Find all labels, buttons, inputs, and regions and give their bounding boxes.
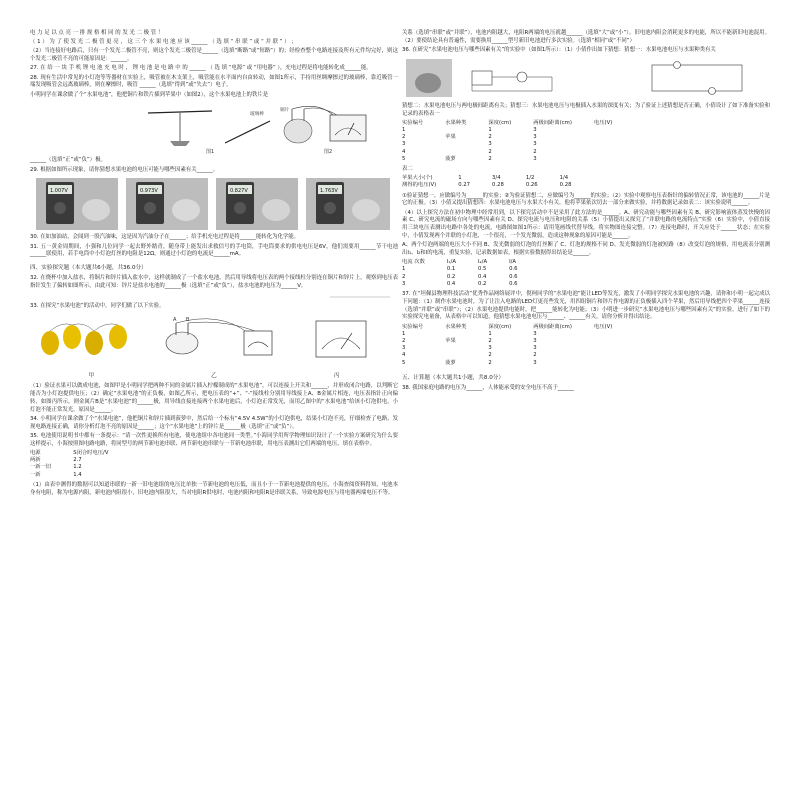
table-cell: 2 [488,148,492,155]
table-cell: 1.4 [73,471,82,478]
table-cell: 0.28 [559,182,572,189]
meter-photo [306,178,390,230]
table-cell: 菠萝 [445,155,456,162]
table-cell: 3 [533,126,537,133]
q36: 36. 在研究“水果电池电压与哪些因素有关”的实验中（如图1所示）：（1）小倩作出如下猜想：猜想一：水果电池电压与水果种类有关 [402,46,716,53]
q31: 31. 五一黄金周期间，小强和几位同学一起去野外踏青，随身带上能发出求救信号的手电筒，手电筒要求的供电电压是6V，他们需要用______节干电池______联使用，若手电筒中小灯泡灯丝的电阻是12Ω，则通过小灯泡的电流是______mA。 [30,243,398,258]
table-header: 电压(V) [593,119,613,126]
table-cell: 测得的电压(V) [402,182,437,189]
table-header: 电源 [30,450,41,457]
svg-text:图1: 图1 [206,149,215,156]
circuit-schematic [652,61,742,94]
caption-yi: 乙 [211,372,217,379]
table-cell: 1.2 [73,464,82,471]
q26-part1: （ 1 ） 为 了 使 发 光 二 极 管 更 亮 ， 这 三 个 水 果 电 池 应 该 ______ （ 选 填 “ 串 联 ” 或 “ 并 联 ” ） ； [30,39,297,46]
table-cell: 0.4 [446,280,456,287]
fruit-battery-text: 小明同学在课余做了个“水果电池”，他把铜片和铁片插到苹果中（如图2），这个水果电池上的铁片是 [30,91,269,98]
table-header: I/A [509,259,517,266]
table-cell: 1 [488,330,492,337]
circuit-drawing [472,71,552,91]
table-cell: 2 [488,352,492,359]
q29: 29. 根据如图所示现象，请你猜想水果电池的电压可能与哪些因素有关______。 [30,166,219,173]
q32: 32. 在烧杯中加入盐水，将铜片和锌片插入盐水中，这样就制成了一个盐水电池，然后用导线将电压表的两个接线柱分别连在铜片和锌片上，观察到电压表指针发生了偏转如图所示，由此可知：锌片是盐水电池的______极（选填“正”或“负”），盐水电池的电压为______V。 [30,275,398,290]
table-cell: 0.4 [477,273,487,280]
table-cell [445,141,488,148]
table-cell: 5 [402,155,406,162]
svg-text:A: A [173,316,177,323]
table-header: 3/4 [492,175,501,182]
meter-photo [126,178,208,230]
voltmeter-photos [30,176,398,232]
table-cell: 一新一旧 [30,464,52,471]
table-cell: 0.2 [446,273,456,280]
lemon-cells-photo [41,324,127,355]
table-cell [594,141,634,148]
table-cell: 0.26 [525,182,538,189]
meter-reading-4: 1.763V [320,188,338,195]
table-cell: 3 [533,141,537,148]
table-cell: 2 [488,359,492,366]
table-cell: 2 [402,134,406,141]
svg-text:B: B [186,316,190,323]
q33-photos [30,313,398,371]
table-cell [594,352,634,359]
table-header: 深度(cm) [488,323,512,330]
table-cell: 1 [402,266,406,273]
table-cell [445,345,488,352]
q33: 33. 在探究“水果电池”的活动中，同学们做了以下实验。 [30,302,165,309]
table-header: 电压(V) [593,323,613,330]
photo-captions [30,373,398,381]
q35-table [30,450,130,479]
q26-intro: 电 力 足 以 点 亮 一 排 规 格 相 同 的 发 光 二 极 管 ！ [30,30,164,36]
table-header: 实验编号 [402,323,424,330]
table-cell [594,149,634,156]
table-header: 苹果大小(个) [402,175,433,182]
meter-photo [216,178,298,230]
fruit-battery-photo [406,59,452,97]
current-table [402,259,540,288]
table-cell [445,149,488,156]
table-header: 实验编号 [402,119,424,126]
table-cell: 苹果 [445,337,456,344]
q36-table-2 [402,175,593,189]
q26-part2: （2）当连接好电路后，只有一个发光二极管不亮，则这个发光二极管是______（选填“断路”或“短路”）的；经检查整个电路连接及所有元件均完好，则这个发光二极管不亮的可能原因是：______。 [30,48,398,63]
table-cell: 菠萝 [445,359,456,366]
section-4-heading: 四、实验探究题（本大题共6小题，共36.0分） [30,265,147,272]
figure-1-straw-rod [148,110,270,155]
q35-part1-cont: 关系（选填“串联”或“并联”），电池内阻越大，电阻R两端的电压就越______（选填“大”或“小”）。旧电池内阻会消耗更多的电能，所以不能新旧电池混用。（2）要使结论具有普遍性，需要换用______型号新旧电池进行多次实验。（选填“相同”或“不同”） [402,30,770,44]
figure-2-fruit-battery [280,106,366,155]
table-header: I₁/A [446,259,456,266]
q36-hypotheses: 猜想二：水果电池电压与两电极间距离有关；猜想三：水果电池电压与电极插入水果的深度有关；为了验证上述猜想是否正确，小倩设计了如下准备实验和记录的表格表一 [402,102,770,117]
table-cell: 0.27 [458,182,471,189]
table-cell: 3 [402,345,406,352]
q35-part1: （1）由表中测得的数据可以知道串联的一新一旧电池组的电压比单独一节新电池的电压低，而且小于一节新电池提供的电压，小海查阅资料得知，电池本身有电阻，称为电源内阻，新电池内阻很小，旧电池内阻很大，当对电阻R供电时，电池内阻和电阻R是串联关系，导致电源电压与用电器两端电压不等。 [30,481,398,496]
table-cell [594,338,634,345]
section-5-heading: 五、计算题（本大题共1小题，共8.0分） [402,374,504,381]
table-cell: 两新 [30,457,41,464]
table-corner: 电流 次数 [402,259,425,266]
q36-questions: ①验证猜想一，应做编号为______的实验；②为验证猜想二，应做编号为______的实验；（2）实验中观察电压表指针的偏转情况正常，该电池的______片是它的正极。（3）小倩又提出猜想四：水果电池电压与水果大小有关。他将苹果依次切去一部分来做实验，并将数据记录如表二：该实验说明______。 [402,192,770,207]
svg-text:图2: 图2 [324,149,333,156]
meter-reading-1: 1.007V [50,188,68,195]
table-cell: 3 [533,359,537,366]
table-cell: 3 [533,155,537,162]
table-cell: 0.2 [477,280,487,287]
table-cell [594,345,634,352]
table-cell: 4 [402,148,406,155]
table-cell [594,134,634,141]
table-cell: 0.5 [477,266,487,273]
meter-reading-2: 0.973V [140,188,158,195]
table-cell: 苹果 [445,134,456,141]
table-cell: 2 [488,337,492,344]
table-cell [594,331,634,338]
table-header: 水果种类 [445,323,467,330]
q36-table-1 [402,120,634,163]
svg-text:铜片: 铜片 [280,108,290,114]
table-cell: 2 [488,134,492,141]
table-cell: 3 [488,141,492,148]
table-cell: 0.28 [492,182,504,189]
q36-options: A、两个灯泡两端的电压大小不同 B、发光微弱的灯泡的灯丝断了 C、灯泡的规格不同 D、发光微弱的灯泡被短路（8）改变灯泡的规格，用电流表分别测出I₁、I₂和I的电流，重复实验，记录数据如表，根据实验数据得出结论是______。 [402,242,770,256]
table-header: 1/4 [559,175,569,182]
salt-water-battery-figure [30,293,398,301]
table-cell: 2 [488,155,492,162]
table-cell: 3 [533,345,537,352]
table-cell: 0.6 [509,273,518,280]
table-cell: 一新 [30,471,41,478]
table-header: I₂/A [477,259,488,266]
table-cell [594,360,634,367]
table-cell: 3 [533,337,537,344]
svg-text:玻璃棒: 玻璃棒 [250,112,264,118]
table-cell: 0.6 [509,280,518,287]
meter-photo [36,178,118,230]
meter-reading-3: 0.827V [230,188,248,195]
table-cell: 3 [402,280,406,287]
fruit-and-meter-drawing [166,317,272,355]
table-cell [594,156,634,163]
table-cell [594,127,634,134]
table-cell: 1 [488,126,492,133]
table-cell: 1 [402,126,406,133]
table-cell [445,352,488,359]
q35: 35. 电池使用说明书中都有一条提示：“请一次性更换所有电池，使电池组中各电池同一类型。”小海同学用所学物理知识设计了一个实验方案研究为什么要这样提示，小海按照图电路电路，将同型号的两节新电池串联、两节新电池串联与一节新电池串联，用电压表测出它们两端的电压，填在表格中。 [30,433,398,447]
table-cell: 5 [402,359,406,366]
table-cell: 2 [402,337,406,344]
q36-figure [402,57,770,101]
left-column [30,30,398,499]
table-cell [445,331,488,338]
q27: 27. 在 给 一 块 手 机 锂 电 池 充 电 时 ， 锂 电 池 是 电 路 中 的 ______ （ 选 填 “电源” 或 “用电器” ），充电过程是将电能转化成______能。 [30,65,372,72]
q30: 30. 在如加油站，会闻到一股汽油味，这是因为汽油分子在______；给手机充电过程是将______能转化为化学能。 [30,234,300,241]
q28-figures [30,101,398,155]
q28-answer: ______（选填“正”或“负”）极。 [30,157,106,164]
q37-table [402,324,634,367]
table-header: 两极间距离(cm) [533,119,572,126]
table-header: 1 [458,175,462,182]
voltmeter-dial-drawing [316,321,366,357]
right-column [402,30,770,394]
table-cell: 2 [402,273,406,280]
table-cell: 1 [402,330,406,337]
q28: 28. 现有生活中常见的小灯泡等等器材在实验上，吸管被在木支架上，吸管能在水平面内自由转动，如图1所示，手持用丝绸摩擦过的玻璃棒，靠近吸管一端发现吸管会远离玻璃棒，则在摩擦时，吸管 ______（选填“得到”或“失去”）电子。 [30,74,398,89]
table-2-title: 表二 [402,165,413,172]
table-header: 1/2 [525,175,535,182]
table-cell: 0.6 [509,266,518,273]
table-header: 两极间距离(cm) [533,323,572,330]
q34: 34. 小明同学在课余做了个“水果电池”，他把铜片和锌片插到菠萝中，然后给一个标有“4.5V 4.5W”的小灯泡供电，结果小灯泡不亮，仔细检查了电路，发现电路连接正确，请你分析灯泡不亮的原因是______；这个“水果电池”上的锌片是______极（选填“正”或“负”）。 [30,416,398,430]
table-cell: 3 [402,141,406,148]
q38: 38. 我国家庭电路的电压为______，人体能承受的安全电压不高于______ [402,384,575,391]
table-cell: 2.7 [73,457,82,464]
q36-questions-cont: （4）以上探究方法在初中物理中经常用到，以下探究活动中不是采用了此方法的是______。A、研究动能与哪些因素有关 B、研究影响液体蒸发快慢的因素 C、研究电流的磁场方向与哪些因素有关 D、探究电流与电压和电阻的关系（5）小倩提出又探究了“并联电路的电流特点”实验（6）实验中，小倩直接用三块电压表测出电路中各处的电流，电路图如图1所示：请用笔画线代替导线，将实物图连接完整。（7）连接电路时，开关应处于______状态；在实验中，小倩发现两个并联的小灯泡，一个很亮，一个发光微弱，造成这种现象的原因可能是______。 [402,209,770,239]
table-cell: 4 [402,352,406,359]
table-cell: 3 [533,330,537,337]
table-header: 深度(cm) [488,119,512,126]
q37: 37. 在“坦佩县物理科技活动”优秀作品网络展评中，倪柯同学的“水果电池”能让LED等发光，激发了小明同学探究水果电池的兴趣，请你和小明一起完成以下问题：（1）制作水果电池时，为了让注入电路的LED灯更亮些发光，用四组铜片和锌片作电源的正负极插入四个苹果，然后用导线把四个苹果______连接（选填“并联”或“串联”）；（2）水果电池提供电能时，把______能转化为电能；（3）小明进一步研究“水果电池电压与哪些因素有关”的实验，进行了如下的实验探究电量备，从表格中可以知道，他猜想水果电池电压与______、______有关，请你分析并得出结论。 [402,290,770,321]
table-cell: 2 [533,148,537,155]
table-header: S闭合时电压/V [73,450,109,457]
table-cell: 0.1 [446,266,456,273]
caption-bing: 丙 [333,372,340,379]
table-cell: 2 [533,352,537,359]
table-cell: 3 [488,345,492,352]
caption-jia: 甲 [88,372,95,379]
table-cell: 3 [533,134,537,141]
table-header: 水果种类 [445,119,467,126]
q33-parts: （1）验证水果可以做成电池，如图甲是小明同学把两种不同的金属片插入柠檬制成的“水果电池”，可以连接上开关和______，并形成闭合电路，以判断它能否为小灯泡提供电压；（2）确定“水果电池”的正负极，如图乙所示，把电压表的“+”、“-”接线柱分别用导线接上A、B金属片相连，电压表指针正向偏转，如图丙所示，则金属片B是“水果电池”的______极，用导线直接连接两个水果电池后，小灯泡正常发光，而用乙图中的“水果电池”给该小灯泡供电，小灯泡不能正常发光，原因是______。 [30,383,398,413]
